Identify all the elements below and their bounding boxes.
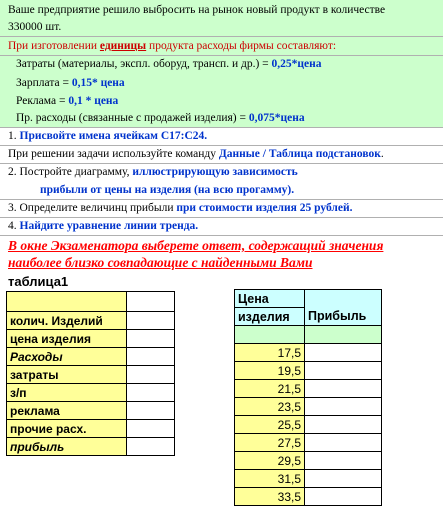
profit-cell[interactable] (305, 488, 382, 506)
profit-cell[interactable] (305, 362, 382, 380)
price-cell[interactable]: 29,5 (235, 452, 305, 470)
profit-cell[interactable] (305, 398, 382, 416)
table1-label[interactable]: реклама (7, 402, 127, 420)
expense-heading-pre: При изготовлении (8, 40, 100, 52)
table1-value[interactable] (127, 384, 175, 402)
table-row (235, 380, 382, 398)
price-cell[interactable]: 25,5 (235, 416, 305, 434)
table1-label[interactable]: Расходы (7, 348, 127, 366)
table1-title: таблица1 (8, 274, 69, 289)
table-row (7, 438, 175, 456)
table2-header-row-1 (235, 290, 382, 308)
table1-value[interactable] (127, 402, 175, 420)
table2-header-price-2[interactable]: изделия (235, 308, 305, 326)
task-3-text: при стоимости изделия 25 рублей. (176, 202, 353, 214)
profit-cell[interactable] (305, 380, 382, 398)
table-row (235, 434, 382, 452)
table-row (235, 488, 382, 506)
cost-label: Затраты (материалы, экспл. оборуд, трансп. и др.) = (16, 58, 272, 70)
salary-value: 0,15* цена (71, 77, 125, 89)
table-row (235, 416, 382, 434)
table1-top-blank[interactable] (7, 292, 127, 312)
table1-top-row (7, 292, 175, 312)
other-label: Пр. расходы (связанные с продажей изделия) = (16, 112, 249, 124)
price-cell[interactable]: 19,5 (235, 362, 305, 380)
table2-header-profit[interactable]: Прибыль (305, 290, 382, 326)
task-3 (0, 200, 443, 218)
table1 (6, 291, 175, 456)
table-row (7, 384, 175, 402)
table1-label[interactable]: затраты (7, 366, 127, 384)
table1-label[interactable]: цена изделия (7, 330, 127, 348)
table-row (7, 402, 175, 420)
profit-cell[interactable] (305, 434, 382, 452)
task-note-command: Данные / Таблица подстановок (218, 148, 381, 160)
table1-value[interactable] (127, 366, 175, 384)
salary-line (0, 75, 443, 92)
table-row (7, 330, 175, 348)
task-note (0, 146, 443, 164)
price-cell[interactable]: 23,5 (235, 398, 305, 416)
profit-cell[interactable] (305, 452, 382, 470)
table-row (235, 362, 382, 380)
table-row (7, 348, 175, 366)
table1-value[interactable] (127, 312, 175, 330)
task-2 (0, 164, 443, 181)
price-cell[interactable]: 21,5 (235, 380, 305, 398)
table1-value[interactable] (127, 420, 175, 438)
table1-label[interactable]: колич. Изделий (7, 312, 127, 330)
ads-value: 0,1 * цена (68, 95, 119, 107)
salary-label: Зарплата = (16, 77, 72, 89)
exam-note: В окне Экзаменатора выберете ответ, содержащий значения наиболее близко совпадающие с найденными Вами (8, 238, 384, 270)
task-4 (0, 218, 443, 236)
table1-top-value[interactable] (127, 292, 175, 312)
task-4-text: Найдите уравнение линии тренда. (19, 220, 199, 232)
cost-value: 0,25*цена (271, 58, 322, 70)
expense-heading-unit: единицы (99, 40, 147, 52)
cost-line (0, 56, 443, 73)
task-3-pre: 3. Определите величинц прибыли (8, 202, 177, 214)
table2-green-cell[interactable] (235, 326, 305, 344)
price-cell[interactable]: 17,5 (235, 344, 305, 362)
task-2-text-b: прибыли от цены на изделия (на всю прогамму). (40, 184, 295, 196)
table-row (235, 398, 382, 416)
table1-label[interactable]: прибыль (7, 438, 127, 456)
profit-cell[interactable] (305, 416, 382, 434)
task-1 (0, 128, 443, 146)
table-row (7, 366, 175, 384)
table2-header-price-1[interactable]: Цена (235, 290, 305, 308)
table-row (7, 312, 175, 330)
intro-line-1: Ваше предприятие решило выбросить на рынок новый продукт в количестве (8, 4, 386, 16)
expense-heading (0, 38, 443, 56)
other-value: 0,075*цена (248, 112, 305, 124)
price-cell[interactable]: 27,5 (235, 434, 305, 452)
task-4-pre: 4. (8, 220, 20, 232)
table1-value[interactable] (127, 438, 175, 456)
task-2-pre: 2. Постройте диаграмму, (8, 166, 133, 178)
table-row (235, 344, 382, 362)
table2-green-row (235, 326, 382, 344)
other-line (0, 110, 443, 128)
profit-cell[interactable] (305, 344, 382, 362)
table2 (234, 289, 382, 506)
task-1-text: Присвойте имена ячейкам С17:С24. (19, 130, 208, 142)
table-row (235, 452, 382, 470)
task-note-post: . (380, 148, 384, 160)
ads-line (0, 93, 443, 110)
price-cell[interactable]: 33,5 (235, 488, 305, 506)
table1-value[interactable] (127, 348, 175, 366)
table-row (7, 420, 175, 438)
task-2-cont (0, 182, 443, 200)
table2-green-cell[interactable] (305, 326, 382, 344)
table-row (235, 470, 382, 488)
intro-line-2: 330000 шт. (0, 19, 443, 37)
ads-label: Реклама = (16, 95, 69, 107)
task-1-num: 1. (8, 130, 20, 142)
table1-label[interactable]: прочие расх. (7, 420, 127, 438)
task-note-pre: При решении задачи используйте команду (8, 148, 219, 160)
table1-label[interactable]: з/п (7, 384, 127, 402)
table1-value[interactable] (127, 330, 175, 348)
expense-heading-post: продукта расходы фирмы составляют: (146, 40, 337, 52)
price-cell[interactable]: 31,5 (235, 470, 305, 488)
profit-cell[interactable] (305, 470, 382, 488)
task-2-text-a: иллюстрирующую зависимость (132, 166, 298, 178)
